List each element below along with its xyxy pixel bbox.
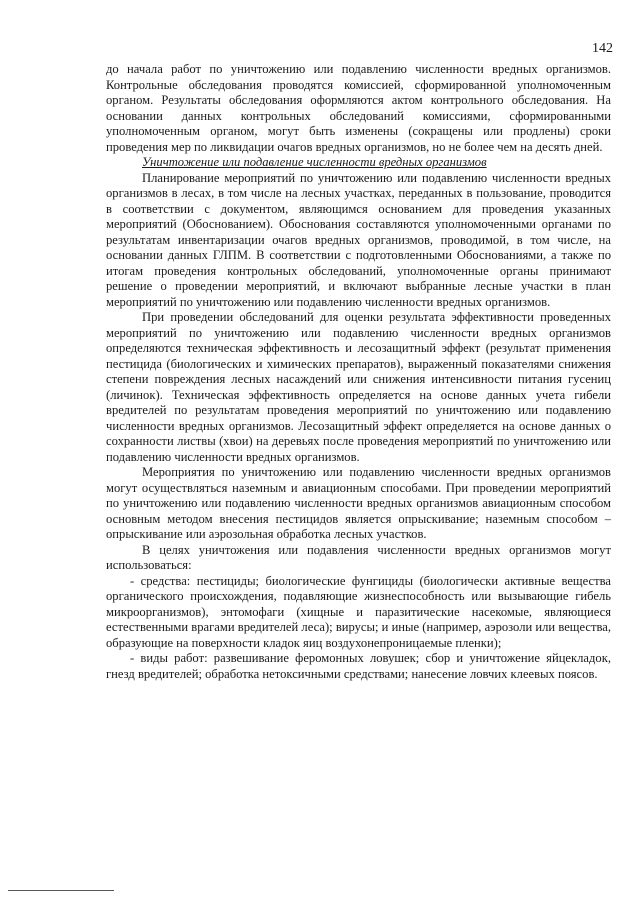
page-number: 142: [592, 41, 613, 56]
list-item-means: - средства: пестициды; биологические фунгициды (биологически активные вещества органического происхождения, подавляющие жизнеспособность или вызывающие гибель микроорганизмов), энтомофаги (хищные и паразитические насекомые, являющиеся естественными врагами вредителей леса); вирусы; и иные (например, аэрозоли или вещества, образующие на поверхности кладок яиц воздухонепроницаемые пленки);: [106, 573, 611, 650]
paragraph-methods: Мероприятия по уничтожению или подавлению численности вредных организмов могут осуществляться наземным и авиационным способами. При проведении мероприятий по уничтожению или подавлению численности вредных организмов авиационным способом основным методом внесения пестицидов является опрыскивание; наземным способом – опрыскивание или аэрозольная обработка лесных участков.: [106, 465, 611, 541]
paragraph-effectiveness: При проведении обследований для оценки результата эффективности проведенных мероприятий по уничтожению или подавлению численности вредных организмов определяются техническая эффективность и лесозащитный эффект (результат применения пестицида (биологических и химических препаратов), выраженный показателями снижения степени повреждения лесных насаждений или снижения интенсивности питания гусениц (личинок). Техническая эффективность определяется на основе данных учета гибели вредителей по результатам проведения мероприятий по уничтожению или подавлению численности вредных организмов. Лесозащитный эффект определяется на основе данных о сохранности листвы (хвои) на деревьях после проведения мероприятий по уничтожению или подавлению численности вредных организмов.: [106, 310, 611, 464]
list-item-works: - виды работ: развешивание феромонных ловушек; сбор и уничтожение яйцекладок, гнезд вредителей; обработка нетоксичными средствами; нанесение ловчих клеевых поясов.: [106, 651, 611, 681]
footnote-separator: [8, 890, 114, 891]
document-body: [106, 62, 611, 682]
paragraph-means-intro: В целях уничтожения или подавления численности вредных организмов могут использоваться:: [106, 542, 611, 572]
paragraph-planning: Планирование мероприятий по уничтожению или подавлению численности вредных организмов в лесах, в том числе на лесных участках, переданных в пользование, проводится в соответствии с документом, являющимся основанием для проведения указанных мероприятий (Обоснованием). Обоснования составляются уполномоченными органами по результатам инвентаризации очагов вредных организмов, проводимой, в том числе, на основании данных ГЛПМ. В соответствии с подготовленными Обоснованиями, а также по итогам проведения контрольных обследований, уполномоченные органы принимают решение о проведении мероприятий, и включают выбранные лесные участки в план мероприятий по уничтожению или подавлению численности вредных организмов.: [106, 170, 611, 309]
section-heading: Уничтожение или подавление численности вредных организмов: [142, 155, 487, 169]
paragraph-continuation: до начала работ по уничтожению или подавлению численности вредных организмов. Контрольные обследования проводятся комиссией, сформированной уполномоченным органом. Результаты обследования оформляются актом контрольного обследования. На основании данных контрольных обследований комиссиями, сформированными уполномоченным органом, могут быть изменены (сокращены или продлены) сроки проведения мер по ликвидации очагов вредных организмов, но не более чем на десять дней.: [106, 62, 611, 154]
